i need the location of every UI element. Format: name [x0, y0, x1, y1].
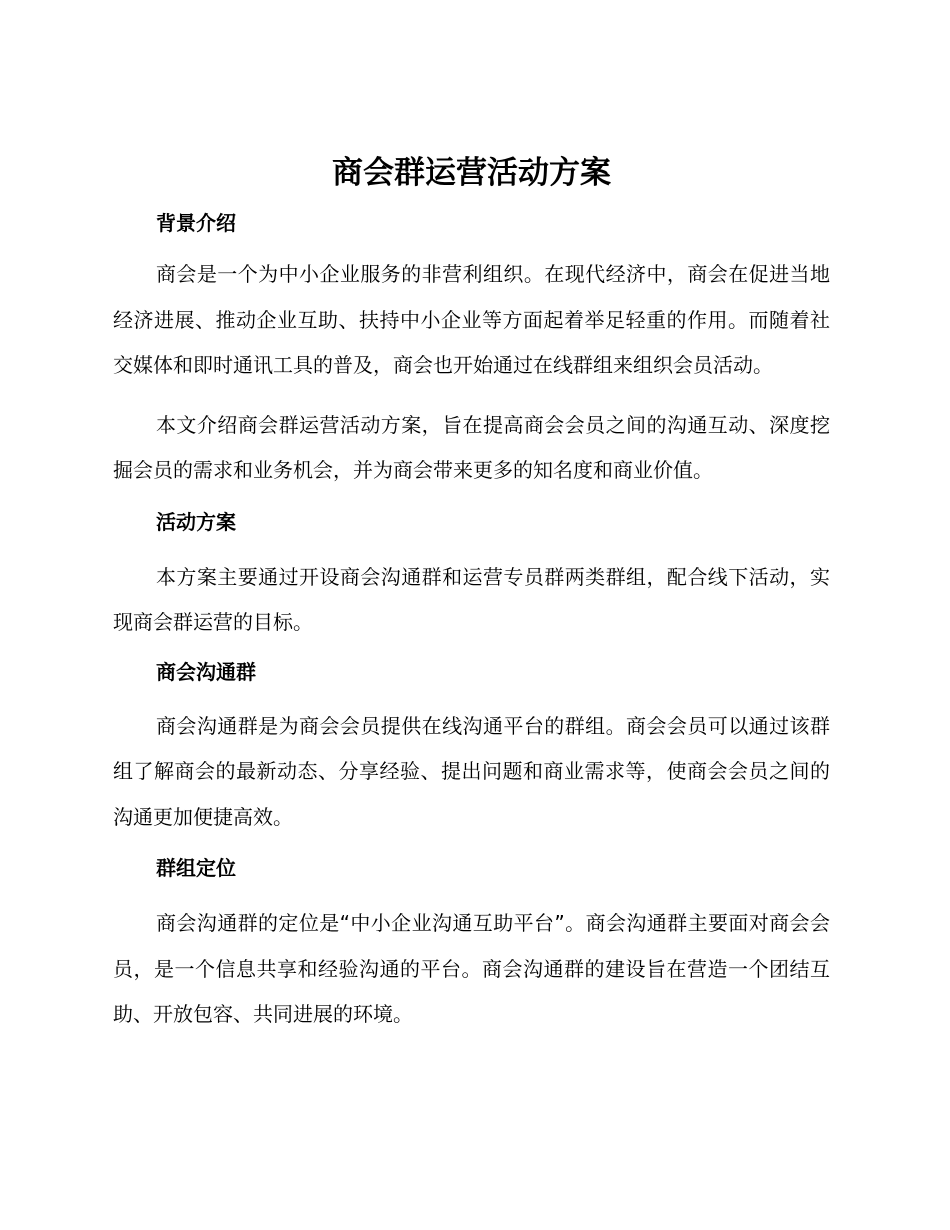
- paragraph-activity-plan: 本方案主要通过开设商会沟通群和运营专员群两类群组，配合线下活动，实现商会群运营的目标。: [113, 564, 830, 634]
- section-heading-communication-group: 商会沟通群: [156, 659, 256, 684]
- document-title: 商会群运营活动方案: [332, 155, 611, 191]
- section-heading-group-positioning: 群组定位: [156, 856, 236, 880]
- section-heading-activity-plan: 活动方案: [156, 509, 236, 534]
- paragraph-background-2: 本文介绍商会群运营活动方案，旨在提高商会会员之间的沟通互动、深度挖掘会员的需求和业务机会，并为商会带来更多的知名度和商业价值。: [113, 412, 830, 482]
- paragraph-communication-group: 商会沟通群是为商会会员提供在线沟通平台的群组。商会会员可以通过该群组了解商会的最新动态、分享经验、提出问题和商业需求等，使商会会员之间的沟通更加便捷高效。: [113, 713, 830, 829]
- paragraph-group-positioning: 商会沟通群的定位是“中小企业沟通互助平台”。商会沟通群主要面对商会会员，是一个信息共享和经验沟通的平台。商会沟通群的建设旨在营造一个团结互助、开放包容、共同进展的环境。: [113, 911, 830, 1026]
- paragraph-background-1: 商会是一个为中小企业服务的非营利组织。在现代经济中，商会在促进当地经济进展、推动企业互助、扶持中小企业等方面起着举足轻重的作用。而随着社交媒体和即时通讯工具的普及，商会也开始通过在线群组来组织会员活动。: [113, 262, 830, 377]
- section-heading-background: 背景介绍: [156, 211, 236, 235]
